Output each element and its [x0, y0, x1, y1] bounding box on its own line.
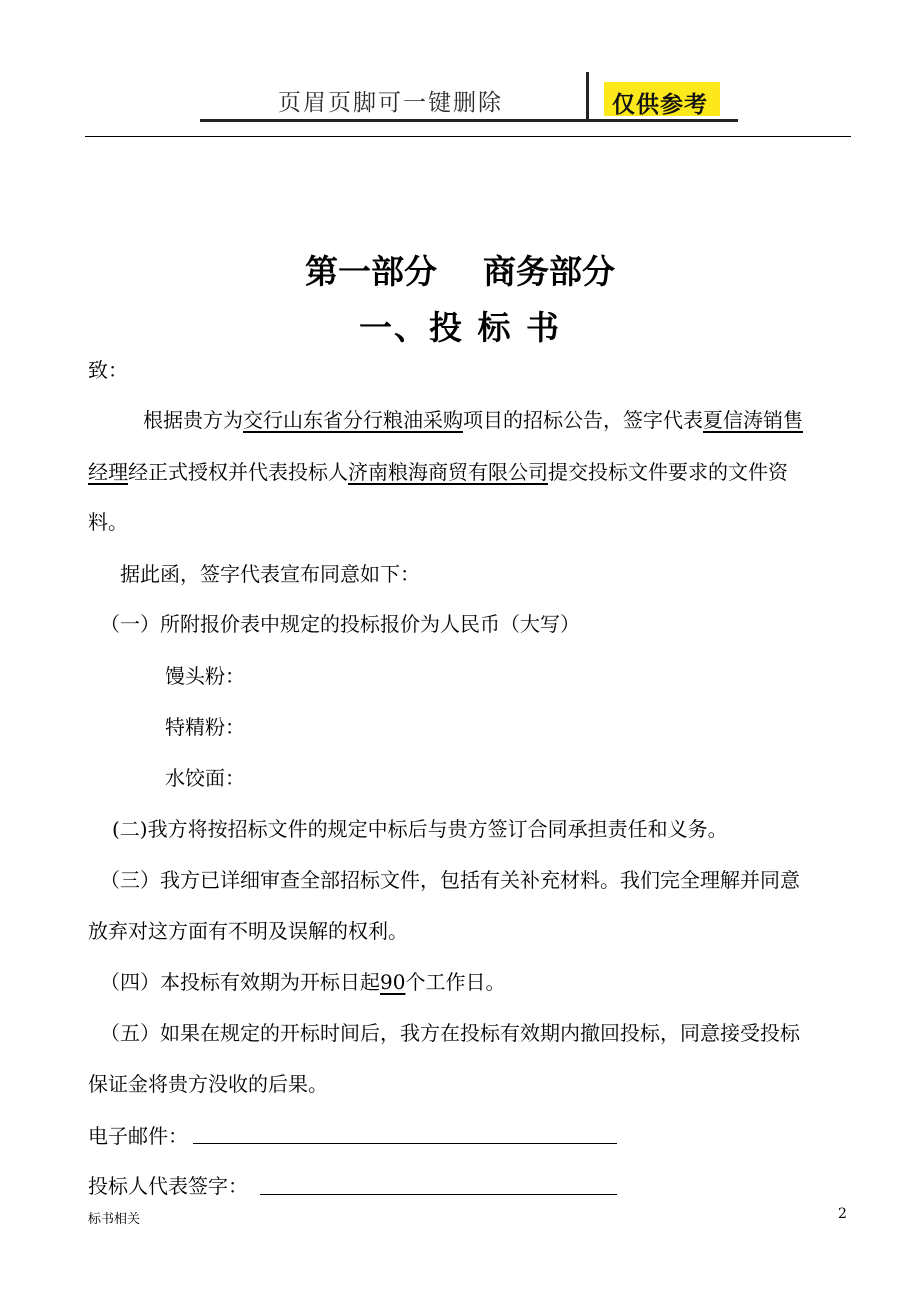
item-4 — [100, 968, 505, 996]
page-number: 2 — [838, 1206, 847, 1222]
signature-label: 投标人代表签字： — [88, 1174, 248, 1198]
item-4-text-before: （四）本投标有效期为开标日起 — [100, 970, 380, 994]
reference-badge — [604, 82, 720, 116]
header-banner — [200, 72, 738, 124]
item-2: (二)我方将按招标文件的规定中标后与贵方签订合同承担责任和义务。 — [112, 817, 728, 841]
paragraph-1-line-2 — [88, 458, 788, 486]
signature-blank-line — [260, 1194, 617, 1195]
addressee: 致： — [88, 358, 128, 382]
item-3-line-1: （三）我方已详细审查全部招标文件，包括有关补充材料。我们完全理解并同意 — [100, 868, 800, 892]
paragraph-1-line-3: 料。 — [88, 510, 128, 534]
section-title: 一、投 标 书 — [359, 308, 561, 347]
footer-label: 标书相关 — [88, 1212, 141, 1227]
email-blank-line — [193, 1143, 617, 1144]
item-1: （一）所附报价表中规定的投标报价为人民币（大写） — [100, 612, 580, 636]
declaration: 据此函，签字代表宣布同意如下： — [120, 562, 420, 586]
paragraph-1-line-1 — [143, 406, 803, 434]
header-banner-text: 页眉页脚可一键删除 — [278, 90, 503, 116]
para1-text-d: 提交投标文件要求的文件资 — [548, 460, 788, 484]
header-banner-underline — [200, 119, 738, 122]
part-title: 第一部分 商务部分 — [305, 252, 615, 291]
reference-badge-text: 仅供参考 — [612, 92, 708, 118]
validity-days: 90 — [380, 970, 406, 994]
para1-text-b: 项目的招标公告，签字代表 — [463, 408, 703, 432]
representative-title: 经理 — [88, 460, 128, 484]
para1-text-c: 经正式授权并代表投标人 — [128, 460, 348, 484]
para1-text-a: 根据贵方为 — [143, 408, 243, 432]
product-dumpling-flour: 水饺面： — [165, 766, 245, 790]
product-mantou-flour: 馒头粉： — [165, 664, 245, 688]
header-divider — [586, 72, 589, 122]
representative-name: 夏信涛销售 — [703, 408, 803, 432]
bidder-name: 济南粮海商贸有限公司 — [348, 460, 548, 484]
item-4-text-after: 个工作日。 — [405, 970, 506, 994]
item-5-line-2: 保证金将贵方没收的后果。 — [88, 1072, 328, 1096]
project-name: 交行山东省分行粮油采购 — [243, 408, 463, 432]
item-5-line-1: （五）如果在规定的开标时间后，我方在投标有效期内撤回投标，同意接受投标 — [100, 1021, 800, 1045]
header-rule — [85, 136, 851, 137]
email-label: 电子邮件： — [88, 1124, 188, 1148]
product-special-flour: 特精粉： — [165, 715, 245, 739]
item-3-line-2: 放弃对这方面有不明及误解的权利。 — [88, 919, 408, 943]
